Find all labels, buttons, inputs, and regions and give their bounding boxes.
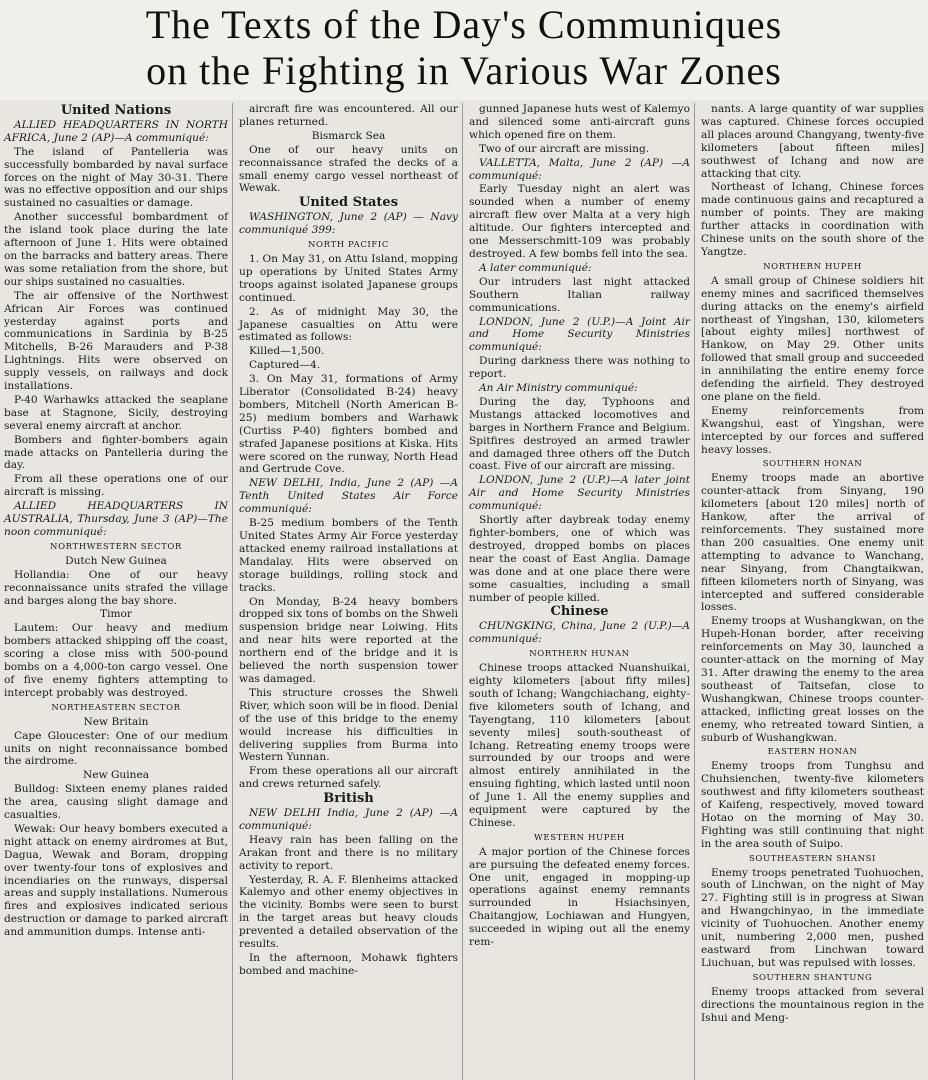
paragraph: From all these operations one of our aircraft is missing. — [4, 473, 228, 499]
paragraph: During the day, Typhoons and Mustangs attacked locomotives and barges in Northern France and Belgium. Spitfires destroyed an armed trawler and damaged three others off the Dutch coast. Five of our aircraft are missing. — [469, 395, 690, 473]
place-new-guinea: New Guinea — [82, 769, 150, 782]
dateline-north-africa: ALLIED HEADQUARTERS IN NORTH AFRICA, June 2 (AP)—A communiqué: — [4, 118, 228, 144]
paragraph: From these operations all our aircraft and crews returned safely. — [239, 765, 458, 791]
paragraph: Lautem: Our heavy and medium bombers attacked shipping off the coast, scoring a close miss with 500-pound bombs on a 4,000-ton cargo vessel. One of five enemy fighters attempting to intercept probably was destroyed. — [4, 622, 228, 699]
dateline-washington: WASHINGTON, June 2 (AP) — Navy communiqué 399: — [239, 211, 458, 237]
paragraph: Cape Gloucester: One of our medium units on night reconnaissance bombed the airdrome. — [4, 729, 228, 768]
paragraph: Two of our aircraft are missing. — [479, 142, 650, 155]
place-dutch-new-guinea: Dutch New Guinea — [65, 554, 167, 567]
paragraph: Enemy troops made an abortive counter-attack from Sinyang, 190 kilometers [about 120 miles] north of Hankow, after the arrival of reinforcements. They sustained more than 200 casualties. One enemy unit attempting to advance to Wanchang, near Sinyang, from Changtaikwan, fifteen kilometers north of Sinyang, was intercepted and suffered considerable losses. — [701, 472, 924, 614]
paragraph: Enemy troops attacked from several directions the mountainous region in the Ishui and Meng- — [701, 985, 924, 1024]
dateline-london-2: LONDON, June 2 (U.P.)—A later joint Air and Home Security Ministries communiqué: — [469, 474, 690, 513]
paragraph: Enemy troops from Tunghsu and Chuhsienchen, twenty-five kilometers southwest and fifty kilometers southeast of Kaifeng, respectively, moved toward Hotao on the morning of May 30. Fighting was still continuing that night in the area south of Suipo. — [701, 760, 924, 850]
subhead-western-hupeh: WESTERN HUPEH — [534, 832, 625, 843]
headline-line-2: on the Fighting in Various War Zones — [146, 48, 782, 93]
subhead-southern-honan: SOUTHERN HONAN — [762, 459, 863, 470]
paragraph: Killed—1,500. — [249, 345, 325, 358]
paragraph: nants. A large quantity of war supplies was captured. Chinese forces occupied all places around Changyang, twenty-five kilometers [about fifteen miles] southwest of Ichang and now are attacking that city. — [701, 103, 924, 180]
paragraph: Another successful bombardment of the island took place during the late afternoon of June 1. Hits were obtained on the barracks and battery areas. There was some retaliation from the shore, but our ships sustained no casualties. — [4, 211, 228, 288]
dateline-london-1: LONDON, June 2 (U.P.)—A Joint Air and Home Security Ministries communiqué: — [469, 315, 690, 354]
column-4 — [697, 103, 928, 1080]
paragraph: During darkness there was nothing to report. — [469, 355, 690, 381]
dateline-air-ministry: An Air Ministry communiqué: — [479, 382, 638, 395]
place-new-britain: New Britain — [83, 715, 149, 728]
paragraph: The island of Pantelleria was successfully bombarded by naval surface forces on the night of May 30-31. There was no effective opposition and our ships sustained no casualties or damage. — [4, 145, 228, 210]
dateline-valletta: VALLETTA, Malta, June 2 (AP) —A communiqué: — [469, 156, 690, 182]
dateline-later-communique: A later communiqué: — [479, 261, 592, 274]
paragraph: Shortly after daybreak today enemy fighter-bombers, one of which was destroyed, dropped bombs on places near the coast of East Anglia. Damage was done and at one place there were some casualties, including a small number of people killed. — [469, 514, 690, 604]
dateline-australia: ALLIED HEADQUARTERS IN AUSTRALIA, Thursday, June 3 (AP)—The noon communiqué: — [4, 500, 228, 538]
paragraph: Northeast of Ichang, Chinese forces made continuous gains and recaptured a number of points. They are making further attacks in coordination with Chinese units on the south shore of the Yangtze. — [701, 181, 924, 258]
paragraph: Early Tuesday night an alert was sounded when a number of enemy aircraft flew over Malta at a very high altitude. Our fighters intercepted and one Messerschmitt-109 was probably destroyed. A few bombs fell into the sea. — [469, 183, 690, 260]
section-heading-united-states: United States — [298, 195, 399, 211]
subhead-northeastern-sector: NORTHEASTERN SECTOR — [51, 702, 181, 713]
paragraph: Captured—4. — [249, 359, 321, 372]
paragraph: One of our heavy units on reconnaissance strafed the decks of a small enemy cargo vessel northeast of Wewak. — [239, 143, 458, 195]
paragraph: 1. On May 31, on Attu Island, mopping up operations by United States Army troops against isolated Japanese groups continued. — [239, 252, 458, 304]
subhead-northern-hupeh: NORTHERN HUPEH — [763, 261, 862, 272]
paragraph: Bulldog: Sixteen enemy planes raided the area, causing slight damage and casualties. — [4, 783, 228, 822]
paragraph: aircraft fire was encountered. All our planes returned. — [239, 103, 458, 128]
column-1 — [0, 103, 233, 1080]
paragraph: Enemy reinforcements from Kwangshui, east of Yingshan, were intercepted by our forces and suffered heavy losses. — [701, 404, 924, 456]
subhead-eastern-honan: EASTERN HONAN — [767, 747, 858, 758]
paragraph: Enemy troops at Wushangkwan, on the Hupeh-Honan border, after receiving reinforcements on May 30, launched a counter-attack on the morning of May 31. After drawing the enemy to the area southeast of Taitsefan, close to Wushangkwan, Chinese troops counter-attacked, inflicting great losses on the enemy, who retreated toward Sintien, a suburb of Wushangkwan. — [701, 615, 924, 744]
paragraph: Yesterday, R. A. F. Blenheims attacked Kalemyo and other enemy objectives in the vicinity. Bombs were seen to burst in the target areas but heavy clouds prevented a detailed observation of the results. — [239, 873, 458, 951]
headline-line-1: The Texts of the Day's Communiques — [145, 2, 783, 47]
paragraph: Chinese troops attacked Nuanshuikai, eighty kilometers [about fifty miles] south of Ichang; Wangchiachang, eighty-five kilometers south of Ichang, and Tayengtang, 110 kilometers [about seventy miles] south-southeast of Ichang. Retreating enemy troops were surrounded by our troops and were almost entirely annihilated in the ensuing fighting, which lasted until noon of June 1. All the enemy supplies and equipment were captured by the Chinese. — [469, 662, 690, 829]
paragraph: Heavy rain has been falling on the Arakan front and there is no military activity to report. — [239, 833, 458, 872]
dateline-new-delhi-2: NEW DELHI India, June 2 (AP) —A communiqué: — [239, 807, 458, 832]
place-bismarck-sea: Bismarck Sea — [311, 129, 386, 142]
subhead-northern-hunan: NORTHERN HUNAN — [529, 649, 630, 660]
paragraph: Our intruders last night attacked Southern Italian railway communications. — [469, 275, 690, 314]
paragraph: Enemy troops penetrated Tuohuochen, south of Linchwan, on the night of May 27. Fighting still is in progress at Siwan and Hwangchinyao, in the immediate vicinity of Tuohuochen. Another enemy unit, numbering 2,000 men, pushed eastward from Linchwan toward Liuchuan, but was repulsed with losses. — [701, 866, 924, 969]
subhead-southern-shantung: SOUTHERN SHANTUNG — [752, 972, 873, 983]
paragraph: 2. As of midnight May 30, the Japanese casualties on Attu were estimated as follows: — [239, 305, 458, 344]
paragraph: gunned Japanese huts west of Kalemyo and silenced some anti-aircraft guns which opened fire on them. — [469, 103, 690, 141]
paragraph: P-40 Warhawks attacked the seaplane base at Stagnone, Sicily, destroying several enemy aircraft at anchor. — [4, 393, 228, 432]
section-heading-british: British — [323, 791, 374, 807]
paragraph: Bombers and fighter-bombers again made attacks on Pantelleria during the day. — [4, 433, 228, 472]
dateline-chungking: CHUNGKING, China, June 2 (U.P.)—A communiqué: — [469, 620, 690, 646]
section-heading-chinese: Chinese — [550, 604, 609, 620]
paragraph: The air offensive of the Northwest African Air Forces was continued yesterday against ports and communications in Sardinia by B-25 Mitchells, B-26 Marauders and P-38 Lightnings. Hits were observed on supply vessels, on railways and dock installations. — [4, 289, 228, 393]
subhead-southeastern-shansi: SOUTHEASTERN SHANSI — [748, 853, 876, 864]
article-columns — [0, 103, 928, 1080]
column-2 — [235, 103, 463, 1080]
paragraph: A small group of Chinese soldiers hit enemy mines and sacrificed themselves during attacks on the enemy's airfield northeast of Yingshan, 130, kilometers [about eighty miles] northwest of Hankow, on May 29. Other units followed that small group and succeeded in annihilating the entire enemy force defending the airfield. They destroyed one plane on the field. — [701, 274, 924, 403]
paragraph: In the afternoon, Mohawk fighters bombed and machine- — [239, 952, 458, 977]
dateline-new-delhi-1: NEW DELHI, India, June 2 (AP) —A Tenth United States Air Force communiqué: — [239, 477, 458, 516]
paragraph: Hollandia: One of our heavy reconnaissance units strafed the village and barges along the bay shore. — [4, 568, 228, 607]
subhead-north-pacific: NORTH PACIFIC — [308, 240, 389, 251]
paragraph: B-25 medium bombers of the Tenth United States Army Air Force yesterday attacked enemy railroad installations at Mandalay. Hits were observed on storage buildings, rolling stock and tracks. — [239, 517, 458, 594]
section-heading-united-nations: United Nations — [60, 103, 172, 118]
paragraph: Wewak: Our heavy bombers executed a night attack on enemy airdromes at But, Dagua, Wewak and Boram, dropping over twenty-four tons of explosives and incendiaries on the runways, dispersal areas and supply installations. Numerous fires and explosives indicated serious destruction or damage to parked aircraft and ammunition dumps. Intense anti- — [4, 822, 228, 939]
column-3 — [465, 103, 695, 1080]
paragraph: On Monday, B-24 heavy bombers dropped six tons of bombs on the Shweli suspension bridge near Loiwing. Hits and near hits were reported at the northern end of the bridge and it is believed the north suspension tower was damaged. — [239, 595, 458, 685]
place-timor: Timor — [100, 608, 132, 621]
paragraph: 3. On May 31, formations of Army Liberator (Consolidated B-24) heavy bombers, Mitchell (North American B-25) medium bombers and Warhawk (Curtiss P-40) fighters bombed and strafed Japanese positions at Kiska. Hits were scored on the runway, North Head and Gertrude Cove. — [239, 373, 458, 476]
paragraph: This structure crosses the Shweli River, which soon will be in flood. Denial of the use of this bridge to the enemy would increase his difficulties in delivering supplies from Burma into Western Yunnan. — [239, 686, 458, 764]
headline — [0, 0, 928, 100]
paragraph: A major portion of the Chinese forces are pursuing the defeated enemy forces. One unit, engaged in mopping-up operations against enemy remnants surrounded in Hsiachsinyen, Chaitangjow, Lochiawan and Hungyen, succeeded in wiping out all the enemy rem- — [469, 845, 690, 949]
subhead-northwestern-sector: NORTHWESTERN SECTOR — [50, 541, 182, 552]
